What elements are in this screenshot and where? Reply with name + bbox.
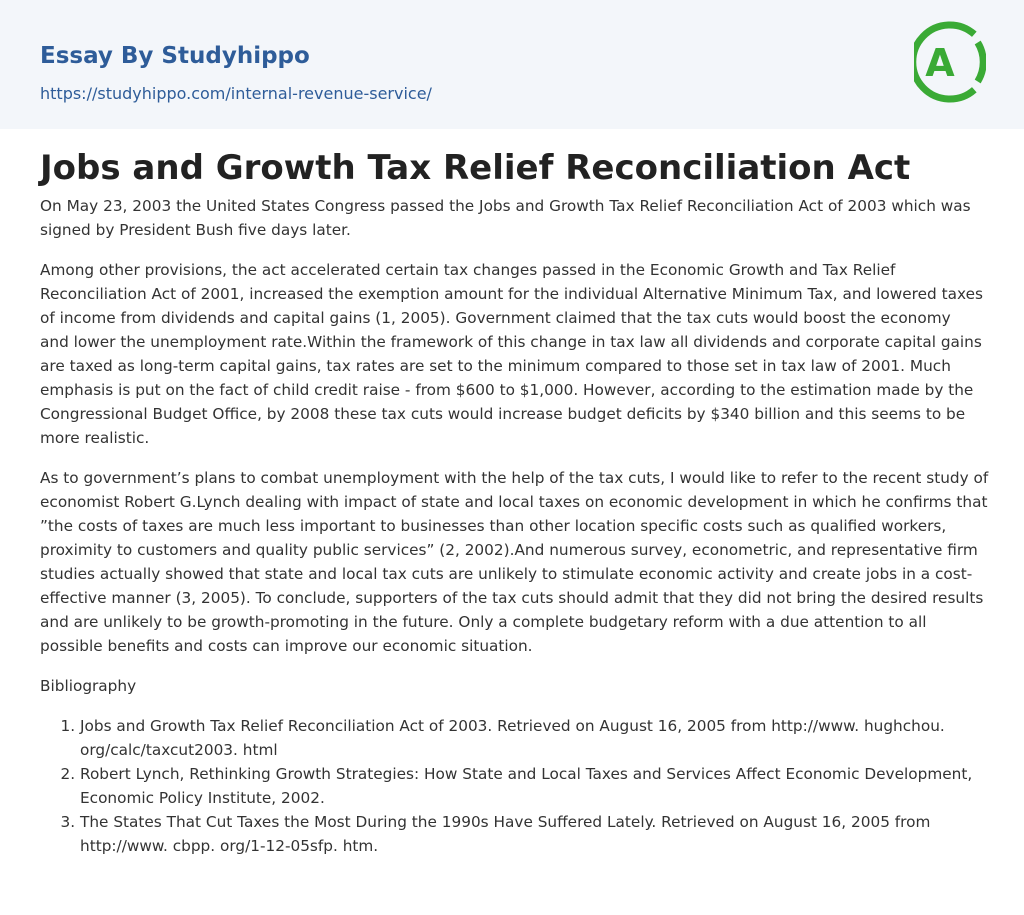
- page-url-link[interactable]: https://studyhippo.com/internal-revenue-service/: [40, 84, 432, 103]
- paragraph-3: As to government’s plans to combat unemployment with the help of the tax cuts, I would like to refer to the recent study of economist Robert G.Lynch dealing with impact of state and local taxes on economic development in which he confirms that ”the costs of taxes are much less important to businesses than other location specific costs such as qualified workers, proximity to customers and quality public services” (2, 2002).And numerous survey, econometric, and representative firm studies actually showed that state and local tax cuts are unlikely to stimulate economic activity and create jobs in a cost-effective manner (3, 2005). To conclude, supporters of the tax cuts should admit that they did not bring the desired results and are unlikely to be growth-promoting in the future. Only a complete budgetary reform with a due attention to all possible benefits and costs can improve our economic situation.: [40, 469, 989, 655]
- site-header: [0, 0, 1024, 129]
- site-title: Essay By Studyhippo: [40, 43, 310, 69]
- bibliography-item-3: 3. The States That Cut Taxes the Most During the 1990s Have Suffered Lately. Retrieved on August 16, 2005 from http://www. cbpp. org/1-12-05sfp. htm.: [80, 810, 984, 858]
- logo-ring-right: [978, 43, 984, 82]
- studyhippo-logo-icon: [914, 20, 986, 104]
- bibliography-item-1: 1. Jobs and Growth Tax Relief Reconciliation Act of 2003. Retrieved on August 16, 2005 from http://www. hughchou. org/calc/taxcut2003. html: [80, 714, 984, 762]
- bibliography-list: [40, 714, 984, 858]
- bibliography-heading: Bibliography: [40, 677, 137, 695]
- bibliography-item-2: 2. Robert Lynch, Rethinking Growth Strategies: How State and Local Taxes and Services Affect Economic Development, Economic Policy Institute, 2002.: [80, 762, 984, 810]
- paragraph-1: On May 23, 2003 the United States Congress passed the Jobs and Growth Tax Relief Reconciliation Act of 2003 which was signed by President Bush five days later.: [40, 197, 971, 239]
- paragraph-2: Among other provisions, the act accelerated certain tax changes passed in the Economic Growth and Tax Relief Reconciliation Act of 2001, increased the exemption amount for the individual Alternative Minimum Tax, and lowered taxes of income from dividends and capital gains (1, 2005). Government claimed that the tax cuts would boost the economy and lower the unemployment rate.Within the framework of this change in tax law all dividends and corporate capital gains are taxed as long-term capital gains, tax rates are set to the minimum compared to those set in tax law of 2001. Much emphasis is put on the fact of child credit raise - from $600 to $1,000. However, according to the estimation made by the Congressional Budget Office, by 2008 these tax cuts would increase budget deficits by $340 billion and this seems to be more realistic.: [40, 261, 983, 447]
- logo-letter: A: [925, 41, 955, 85]
- page-title: Jobs and Growth Tax Relief Reconciliation Act: [40, 148, 911, 188]
